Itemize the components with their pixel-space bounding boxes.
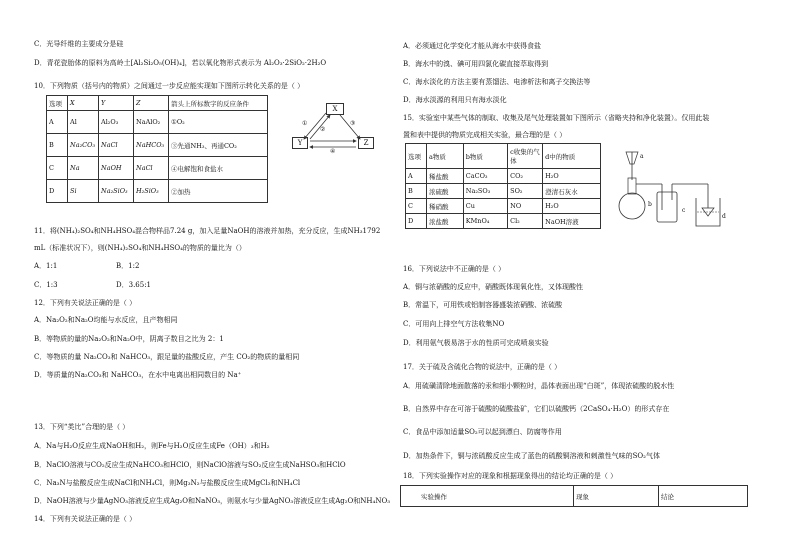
table-cell: ①O₂ xyxy=(169,111,268,134)
option-c-text: C．光导纤维的主要成分是硅 xyxy=(34,40,124,48)
table-cell: CaCO₃ xyxy=(463,169,507,184)
question-14: 14．下列有关说法正确的是（ ） xyxy=(34,515,137,523)
q12-option-c: C．等物质的量 Na₂CO₃和 NaHCO₃，跟足量的盐酸反应，产生 CO₂的物质的量相同 xyxy=(34,353,300,361)
q13-option-b: B．NaClO溶液与CO₂反应生成NaHCO₃和HClO，则NaClO溶液与SO₂反应生成NaHSO₃和HClO xyxy=(34,461,346,469)
lab-apparatus-diagram xyxy=(612,150,732,235)
diagram-label-1: ① xyxy=(302,120,308,127)
q18-table xyxy=(400,485,748,507)
table-cell: 稀硝酸 xyxy=(427,199,464,214)
table-row xyxy=(406,184,601,199)
q14-option-b: B．海水中的溴、碘可用四氯化碳直接萃取得到 xyxy=(403,60,549,68)
q14-option-d: D．海水淡源的利用只有海水淡化 xyxy=(403,96,507,104)
table-cell: Al xyxy=(68,111,99,134)
question-18: 18．下列实验操作对应的现象和根据现象得出的结论均正确的是（ ） xyxy=(403,472,618,480)
table-row xyxy=(406,214,601,229)
apparatus-label-d: d xyxy=(722,213,726,220)
diagram-node-z: Z xyxy=(358,137,374,149)
table-cell: H₂O xyxy=(543,199,601,214)
table-row xyxy=(47,96,268,111)
table-header-cell: 选项 xyxy=(47,96,68,111)
q13-option-a: A．Na与H₂O反应生成NaOH和H₂，则Fe与H₂O反应生成Fe（OH）₃和H₂ xyxy=(34,442,270,450)
table-header-cell: a物质 xyxy=(427,144,464,169)
table-cell: NaOH溶液 xyxy=(543,214,601,229)
table-header-cell: Z xyxy=(134,96,169,111)
table-header-cell: c收集的气体 xyxy=(508,144,543,169)
diagram-node-x: X xyxy=(326,103,344,115)
table-cell: A xyxy=(406,169,427,184)
table-header-cell: b物质 xyxy=(463,144,507,169)
table-cell: NaCl xyxy=(99,134,134,157)
q13-option-c: C．Na₃N与盐酸反应生成NaCl和NH₄Cl，则Mg₃N₂与盐酸反应生成MgCl₂和NH₄Cl xyxy=(34,479,301,487)
table-cell: ④电解饱和食盐水 xyxy=(169,157,268,180)
table-header-cell: 箭头上所标数字的反应条件 xyxy=(169,96,268,111)
table-cell: Na₂SO₃ xyxy=(463,184,507,199)
table-cell: NO xyxy=(508,199,543,214)
q16-option-b: B．常温下，可用铁或铝制容器盛装浓硝酸、浓硫酸 xyxy=(403,301,563,309)
q17-option-c: C．食品中添加适量SO₂可以起到漂白、防腐等作用 xyxy=(403,428,562,436)
q17-option-b: B．自然界中存在可溶于硫酸的硫酸盐矿，它们以硫酸钙（2CaSO₄·H₂O）的形式存在 xyxy=(403,405,670,413)
table-row xyxy=(406,144,601,169)
table-cell: NaOH xyxy=(99,157,134,180)
table-row xyxy=(401,486,748,507)
table-header-cell: 结论 xyxy=(659,486,748,507)
option-d-text: D．青花瓷胎体的原料为高岭土[Al₂Si₂O₅(OH)₄]，若以氧化物形式表示为 Al₂O₃·2SiO₂·2H₂O xyxy=(34,59,327,67)
table-row xyxy=(47,180,268,203)
table-cell: Na xyxy=(68,157,99,180)
table-row xyxy=(47,157,268,180)
question-15-cont: 置和表中提供的物质完成相关实验，最合理的是（ ） xyxy=(403,131,567,139)
table-row xyxy=(47,134,268,157)
table-cell: Cl₂ xyxy=(508,214,543,229)
table-cell: C xyxy=(406,199,427,214)
diagram-label-2: ② xyxy=(320,126,326,133)
q17-option-a: A．用硫磺清除地面散落的汞和细小颗粒时，晶体表面出现“白斑”，体现浓硫酸的脱水性 xyxy=(403,382,675,390)
table-cell: C xyxy=(47,157,68,180)
diagram-label-3: ③ xyxy=(350,120,356,127)
table-cell: NaAlO₂ xyxy=(134,111,169,134)
question-13: 13．下列“类比”合理的是（ ） xyxy=(34,423,130,431)
q16-option-a: A．铜与浓硝酸的反应中，硝酸既体现氧化性，又体现酸性 xyxy=(403,283,584,291)
q12-option-b: B．等物质的量的Na₂O₂和Na₂O中，阴离子数目之比为 2：1 xyxy=(34,335,224,343)
table-cell: KMnO₄ xyxy=(463,214,507,229)
question-17: 17．关于硫及含硫化合物的说法中，正确的是（ ） xyxy=(403,363,562,371)
table-cell: 浓硫酸 xyxy=(427,184,464,199)
question-11-cont: mL（标准状况下），则(NH₄)₂SO₄和NH₄HSO₄的物质的量比为（） xyxy=(34,244,246,252)
table-cell: 稀盐酸 xyxy=(427,169,464,184)
table-cell: ②加热 xyxy=(169,180,268,203)
table-cell: H₂SiO₃ xyxy=(134,180,169,203)
q12-option-d: D．等质量的Na₂CO₃和 NaHCO₃，在水中电离出相同数目的 Na⁺ xyxy=(34,371,242,379)
table-cell: Na₂CO₃ xyxy=(68,134,99,157)
table-header-cell: 选项 xyxy=(406,144,427,169)
question-11: 11．将(NH₄)₂SO₄和NH₄HSO₄混合物样品7.24 g，加入足量NaOH的溶液并加热，充分反应，生成NH₃1792 xyxy=(34,227,381,235)
table-cell: CO₂ xyxy=(508,169,543,184)
table-row xyxy=(47,111,268,134)
table-cell: 澄清石灰水 xyxy=(543,184,601,199)
question-16: 16．下列说法中不正确的是（ ） xyxy=(403,265,506,273)
q14-option-a: A．必须通过化学变化才能从海水中获得食盐 xyxy=(403,42,542,50)
q14-option-c: C．海水淡化的方法主要有蒸馏法、电渗析法和离子交换法等 xyxy=(403,78,591,86)
transformation-diagram xyxy=(290,103,380,155)
q11-option-b: B．1:2 xyxy=(116,262,140,270)
table-header-cell: X xyxy=(68,96,99,111)
table-cell: B xyxy=(406,184,427,199)
apparatus-label-a: a xyxy=(640,153,644,160)
table-cell: SO₂ xyxy=(508,184,543,199)
table-cell: 浓盐酸 xyxy=(427,214,464,229)
question-12: 12．下列有关说法正确的是（ ） xyxy=(34,299,137,307)
q11-option-d: D．3.65:1 xyxy=(116,281,152,289)
q16-option-d: D．利用氨气极易溶于水的性质可完成喷泉实验 xyxy=(403,339,549,347)
table-cell: Cu xyxy=(463,199,507,214)
table-cell: H₂O xyxy=(543,169,601,184)
question-10: 10．下列物质（括号内的物质）之间通过一步反应能实现如下图所示转化关系的是（ ） xyxy=(34,82,305,90)
q11-option-c: C．1:3 xyxy=(34,281,58,289)
table-row xyxy=(406,169,601,184)
table-cell: Al₂O₃ xyxy=(99,111,134,134)
q17-option-d: D．加热条件下，铜与浓硫酸反应生成了蓝色的硫酸铜溶液和刺激性气味的SO₂气体 xyxy=(403,452,660,460)
apparatus-label-c: c xyxy=(682,207,686,214)
diagram-node-y: Y xyxy=(292,137,308,149)
table-cell: Si xyxy=(68,180,99,203)
apparatus-label-b: b xyxy=(648,201,652,208)
table-cell: Na₂SiO₃ xyxy=(99,180,134,203)
q10-table xyxy=(46,95,268,203)
table-header-cell: d中的物质 xyxy=(543,144,601,169)
table-cell: A xyxy=(47,111,68,134)
table-header-cell: 现象 xyxy=(574,486,659,507)
q15-table xyxy=(405,143,601,229)
table-row xyxy=(406,199,601,214)
table-cell: NaHCO₃ xyxy=(134,134,169,157)
q11-option-a: A．1:1 xyxy=(34,262,58,270)
q16-option-c: C．可用向上排空气方法收集NO xyxy=(403,320,505,328)
apparatus-drawing xyxy=(612,150,732,235)
table-header-cell: 实验操作 xyxy=(401,486,574,507)
table-cell: ③先通NH₃、再通CO₂ xyxy=(169,134,268,157)
table-cell: B xyxy=(47,134,68,157)
q12-option-a: A．Na₂O₂和Na₂O均能与水反应，且产物相同 xyxy=(34,316,178,324)
table-cell: NaCl xyxy=(134,157,169,180)
table-cell: D xyxy=(406,214,427,229)
table-header-cell: Y xyxy=(99,96,134,111)
table-cell: D xyxy=(47,180,68,203)
diagram-label-4: ④ xyxy=(330,148,336,155)
q13-option-d: D．NaOH溶液与少量AgNO₃溶液反应生成Ag₂O和NaNO₃，则氨水与少量AgNO₃溶液反应生成Ag₂O和NH₄NO₃ xyxy=(34,497,391,505)
question-15: 15．实验室中某些气体的制取、收集及尾气处理装置如下图所示（省略夹持和净化装置）。仅用此装 xyxy=(403,114,710,122)
